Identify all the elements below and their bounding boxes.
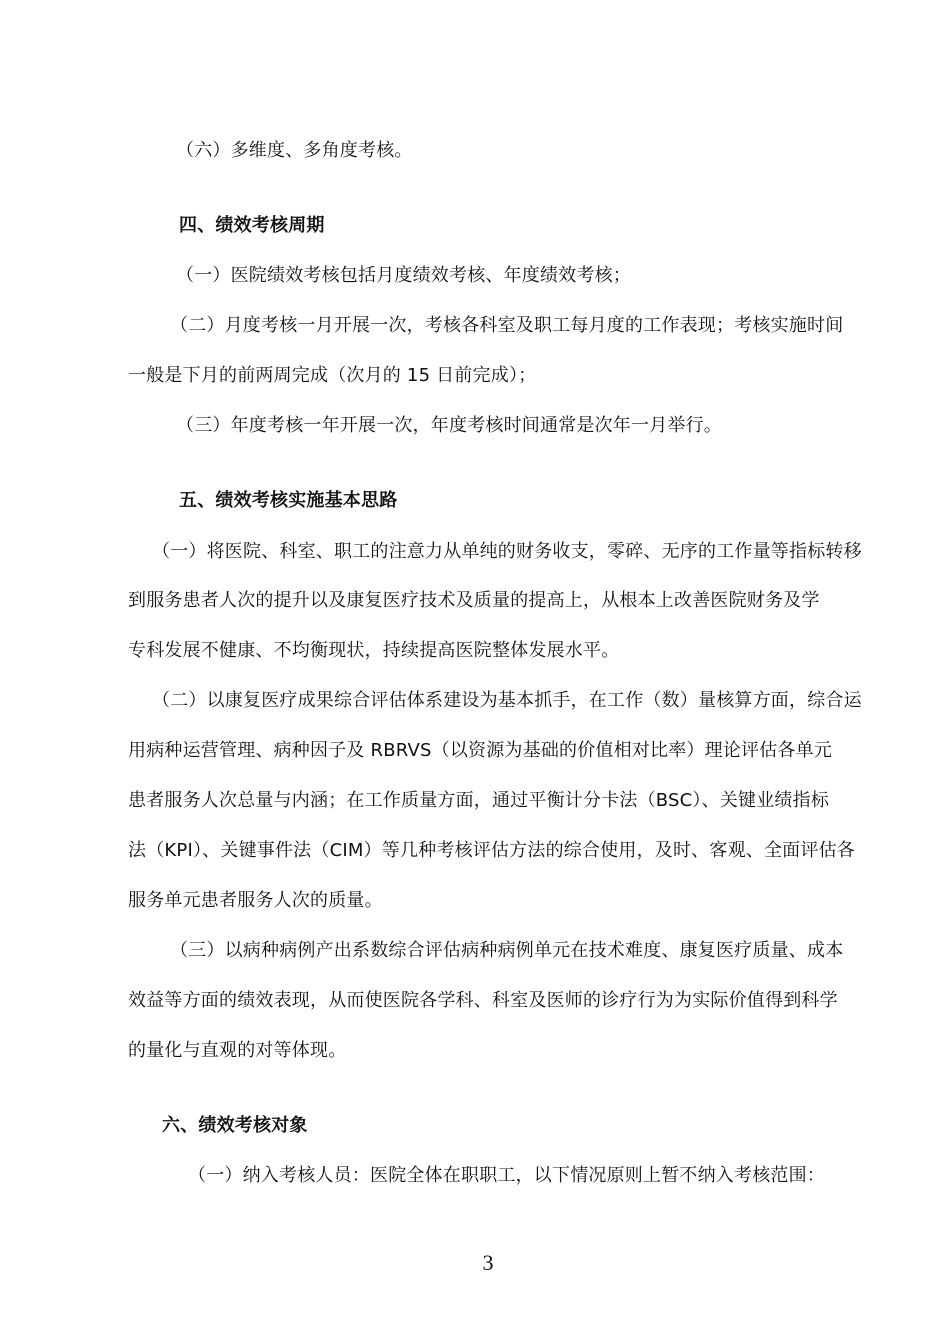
section5-item1-line3: 专科发展不健康、不均衡现状，持续提高医院整体发展水平。 (128, 640, 620, 661)
section4-item3: （三）年度考核一年开展一次，年度考核时间通常是次年一月举行。 (176, 415, 722, 436)
section5-item3-line2: 效益等方面的绩效表现，从而使医院各学科、科室及医师的诊疗行为为实际价值得到科学 (128, 990, 838, 1011)
section5-item2-line3: 患者服务人次总量与内涵；在工作质量方面，通过平衡计分卡法（BSC）、关键业绩指标 (128, 790, 830, 811)
section4-item2-line1: （二）月度考核一月开展一次，考核各科室及职工每月度的工作表现；考核实施时间 (170, 315, 844, 336)
section4-heading: 四、绩效考核周期 (179, 215, 325, 236)
page-number: 3 (482, 1250, 494, 1275)
section4-item1: （一）医院绩效考核包括月度绩效考核、年度绩效考核； (176, 265, 631, 286)
section5-item3-line1: （三）以病种病例产出系数综合评估病种病例单元在技术难度、康复医疗质量、成本 (170, 940, 844, 961)
section5-item1-line2: 到服务患者人次的提升以及康复医疗技术及质量的提高上，从根本上改善医院财务及学 (128, 590, 820, 611)
section5-item3-line3: 的量化与直观的对等体现。 (128, 1040, 347, 1061)
section5-item2-line1: （二）以康复医疗成果综合评估体系建设为基本抓手，在工作（数）量核算方面，综合运 (152, 690, 862, 711)
section5-heading: 五、绩效考核实施基本思路 (179, 490, 398, 511)
section6-item1: （一）纳入考核人员：医院全体在职职工，以下情况原则上暂不纳入考核范围： (188, 1165, 825, 1186)
section6-heading: 六、绩效考核对象 (162, 1115, 308, 1136)
section5-item2-line4: 法（KPI）、关键事件法（CIM）等几种考核评估方法的综合使用，及时、客观、全面评估各 (128, 840, 855, 861)
section3-item6: （六）多维度、多角度考核。 (176, 140, 413, 161)
section5-item1-line1: （一）将医院、科室、职工的注意力从单纯的财务收支，零碎、无序的工作量等指标转移 (152, 541, 862, 562)
section5-item2-line5: 服务单元患者服务人次的质量。 (128, 890, 383, 911)
section5-item2-line2: 用病种运营管理、病种因子及 RBRVS（以资源为基础的价值相对比率）理论评估各单元 (128, 740, 833, 761)
section4-item2-line2: 一般是下月的前两周完成（次月的 15 日前完成）； (128, 365, 537, 386)
